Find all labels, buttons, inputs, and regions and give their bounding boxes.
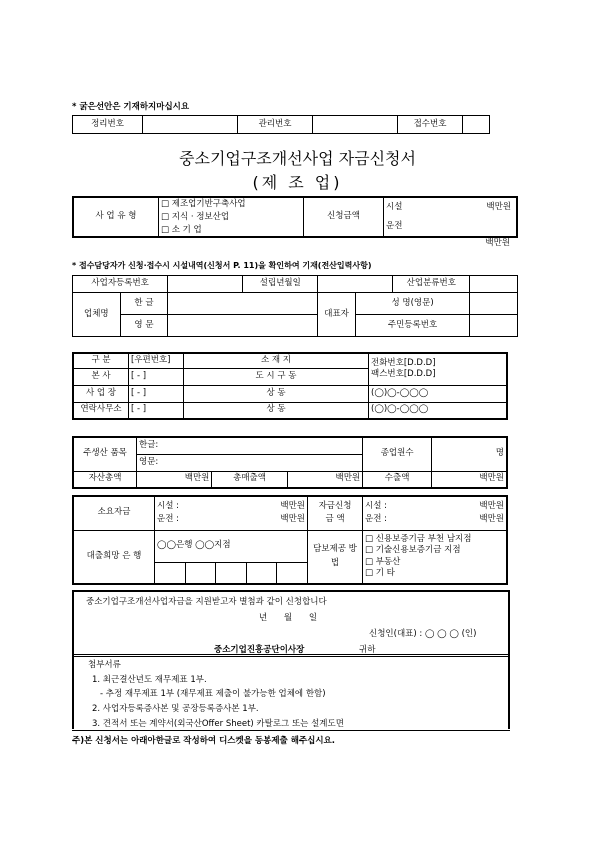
location-label: 소 재 지 [184, 353, 369, 368]
rep-name-label: 성 명(영문) [355, 293, 470, 315]
site-location[interactable]: 상 동 [184, 385, 369, 402]
est-date-field[interactable] [318, 276, 393, 293]
company-info-table [72, 275, 518, 337]
option-knowledge[interactable]: □ 지식 · 정보산업 [161, 211, 230, 222]
collateral-option-3[interactable]: □ 부동산 [365, 556, 401, 567]
recv-no-field[interactable] [463, 116, 490, 134]
recv-no-label: 접수번호 [398, 116, 463, 134]
applied-label-2: 금 액 [325, 514, 345, 525]
statement-date[interactable]: 년 월 일 [259, 613, 318, 623]
fax-value[interactable]: (◯)◯-◯◯◯ [369, 402, 508, 419]
option-small-biz[interactable]: □ 소 기 업 [161, 224, 202, 235]
sales-label: 총매출액 [212, 471, 287, 488]
assets-unit: 백만원 [137, 471, 212, 488]
account-box-3[interactable] [216, 562, 247, 584]
req-operating-label: 운전 : [157, 514, 179, 525]
site-label: 사 업 장 [73, 385, 129, 402]
applied-amount-label [308, 496, 363, 530]
office-location[interactable]: 상 동 [184, 402, 369, 419]
hq-zip[interactable]: [ - ] [129, 368, 184, 385]
fax-label: 팩스번호[D.D.D] [371, 369, 436, 380]
bottom-note: 주)본 신청서는 아래아한글로 작성하여 디스켓을 동봉제출 해주십시요. [72, 736, 335, 746]
industry-code-label: 산업분류번호 [393, 276, 470, 293]
attachment-2: 2. 사업자등록증사본 및 공장등록증사본 1부. [92, 704, 259, 714]
assets-label: 자산총액 [73, 471, 137, 488]
office-zip[interactable]: [ - ] [129, 402, 184, 419]
app-operating-unit: 백만원 [479, 514, 504, 525]
applicant-line[interactable]: 신청인(대표) : ◯ ◯ ◯ (인) [369, 629, 477, 639]
statement-line: 중소기업구조개선사업자금을 지원받고자 별첨과 같이 신청합니다 [86, 597, 327, 607]
collateral-option-2[interactable]: □ 기술신용보증기금 지점 [365, 545, 461, 556]
exports-unit: 백만원 [432, 471, 507, 488]
korean-name-label: 한 글 [120, 293, 168, 315]
english-name-field[interactable] [168, 315, 318, 337]
amount-label: 신청금액 [304, 197, 384, 237]
form-title: 중소기업구조개선사업 자금신청서 [179, 149, 416, 168]
attachment-1: 1. 최근결산년도 재무제표 1부. [92, 675, 207, 685]
representative-label: 대표자 [318, 293, 356, 337]
est-date-label: 설립년월일 [243, 276, 318, 293]
attachments-title: 첨부서류 [88, 660, 121, 670]
account-box-2[interactable] [185, 562, 216, 584]
collateral-option-1[interactable]: □ 신용보증기금 부천 남지점 [365, 533, 472, 544]
division-label: 구 분 [73, 353, 129, 368]
operating-unit: 백만원 [485, 238, 510, 249]
english-name-label: 영 문 [120, 315, 168, 337]
hq-label: 본 사 [73, 368, 129, 385]
mgmt-no-field[interactable] [313, 116, 398, 134]
office-label: 연락사무소 [73, 402, 129, 419]
req-facility-label: 시설 : [157, 500, 179, 511]
product-korean[interactable]: 한글: [137, 437, 363, 454]
bottom-rule [72, 730, 510, 731]
statement-block [72, 590, 510, 657]
collateral-option-4[interactable]: □ 기 타 [365, 568, 395, 579]
phone-value[interactable]: (◯)◯-◯◯◯ [369, 385, 508, 402]
recipient-name: 중소기업진흥공단이사장 [214, 645, 305, 655]
sales-unit: 백만원 [287, 471, 362, 488]
attachments-block [72, 654, 510, 729]
industry-code-field[interactable] [470, 276, 518, 293]
phone-label: 전화번호[D.D.D] [371, 357, 436, 368]
hq-location[interactable]: 도 시 구 동 [184, 368, 369, 385]
biz-reg-no-field[interactable] [168, 276, 243, 293]
account-box-4[interactable] [246, 562, 277, 584]
korean-name-field[interactable] [168, 293, 318, 315]
facility-unit: 백만원 [486, 201, 511, 212]
employees-unit: 명 [432, 437, 507, 471]
required-funds-label: 소요자금 [73, 496, 155, 530]
req-operating-unit: 백만원 [280, 514, 305, 525]
zip-label: [우편번호] [129, 353, 184, 368]
exports-label: 수출액 [363, 471, 432, 488]
app-operating-label: 운전 : [365, 514, 387, 525]
biz-reg-no-label: 사업자등록번호 [73, 276, 168, 293]
products-table [72, 436, 508, 489]
reg-no-label: 정리번호 [73, 116, 143, 134]
facility-label: 시설 [386, 201, 403, 212]
resident-no-label: 주민등록번호 [355, 315, 470, 337]
funds-table [72, 495, 508, 585]
form-subtitle: (제 조 업) [252, 173, 343, 192]
office-use-table [72, 115, 490, 134]
option-manufacturing[interactable]: □ 제조업기반구축사업 [161, 199, 246, 209]
applied-amount-cell[interactable] [363, 496, 508, 530]
app-facility-label: 시설 : [365, 500, 387, 511]
applied-label-1: 자금신청 [318, 500, 352, 511]
attachment-1-sub: - 추정 재무제표 1부 (재무제표 제출이 불가능한 업체에 한함) [100, 689, 326, 699]
bank-label: 대출희망 은 행 [73, 530, 155, 584]
address-table [72, 352, 508, 420]
mid-note: * 접수담당자가 신청·접수시 시설내역(신청서 P. 11)을 확인하여 기재(전산입력사항) [72, 261, 372, 270]
project-type-label: 사 업 유 형 [73, 197, 159, 237]
site-zip[interactable]: [ - ] [129, 385, 184, 402]
req-facility-unit: 백만원 [280, 500, 305, 511]
top-note: * 굵은선안은 기재하지마십시요 [72, 102, 190, 112]
bank-value[interactable]: ◯◯은행 ◯◯지점 [155, 530, 308, 562]
phone-fax-header [369, 353, 508, 385]
collateral-label: 담보제공 방 법 [308, 530, 363, 584]
recipient-suffix: 귀하 [359, 645, 376, 655]
collateral-options[interactable] [363, 530, 508, 584]
account-box-5[interactable] [277, 562, 308, 584]
main-product-label: 주생산 품목 [73, 437, 137, 471]
mgmt-no-label: 관리번호 [238, 116, 313, 134]
rep-name-field[interactable] [470, 293, 518, 315]
account-box-1[interactable] [155, 562, 186, 584]
reg-no-field[interactable] [143, 116, 238, 134]
employees-label: 종업원수 [363, 437, 432, 471]
required-funds-cell[interactable] [155, 496, 308, 530]
project-type-table [72, 196, 518, 249]
app-facility-unit: 백만원 [479, 500, 504, 511]
operating-label: 운전 [386, 220, 403, 231]
resident-no-field[interactable] [470, 315, 518, 337]
product-english[interactable]: 영문: [137, 454, 363, 471]
attachment-3: 3. 견적서 또는 계약서(외국산Offer Sheet) 카탈로그 또는 설계도면 [92, 719, 344, 729]
project-type-options[interactable] [159, 197, 304, 237]
company-name-label: 업체명 [73, 293, 121, 337]
